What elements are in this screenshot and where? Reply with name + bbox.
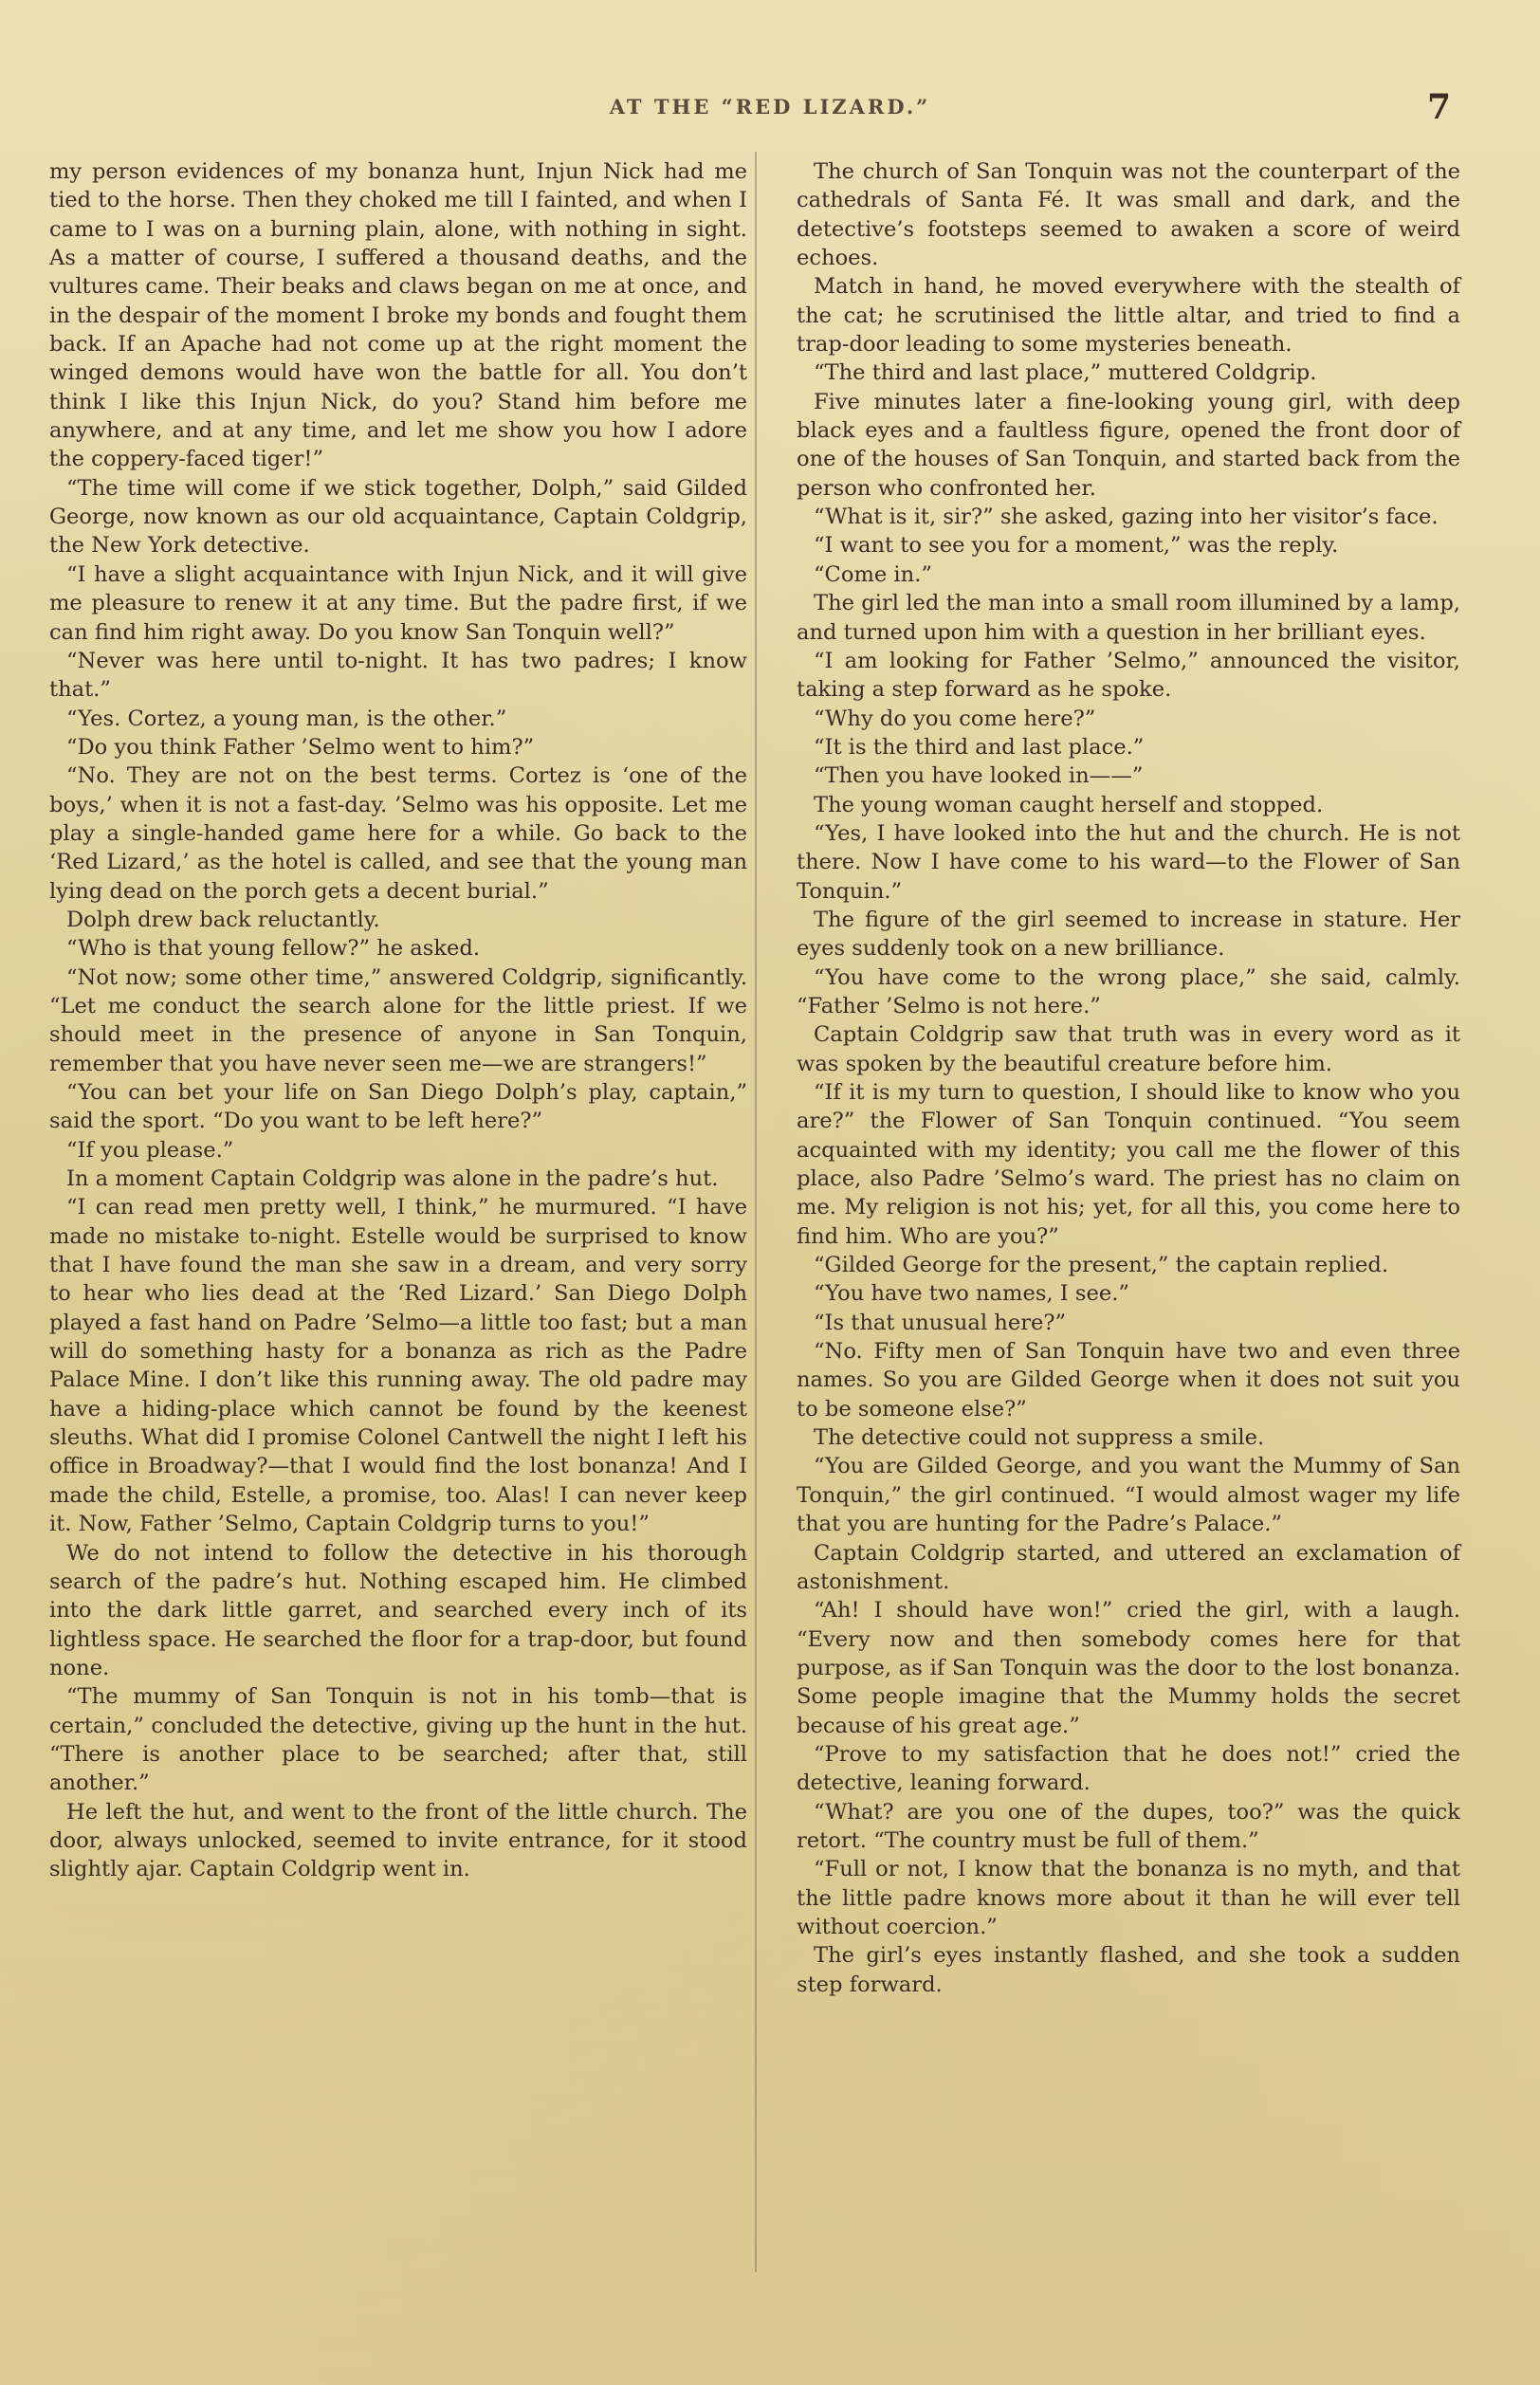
paragraph: “If it is my turn to question, I should like to know who you are?” the Flower of San Tonquin continued. “You seem acquainted with my identity; you call me the flower of this place, also Padre ’Selmo’s ward. The priest has no claim on me. My religion is not his; yet, for all this, you come here to find him. Who are you?” [797,1080,1460,1249]
paragraph: The figure of the girl seemed to increase in stature. Her eyes suddenly took on a new brilliance. [797,907,1460,962]
column-divider [755,152,757,2272]
paragraph: “The time will come if we stick together, Dolph,” said Gilded George, now known as our old acquaintance, Captain Coldgrip, the New York detective. [49,475,747,559]
paragraph: Captain Coldgrip saw that truth was in every word as it was spoken by the beautiful creature before him. [797,1022,1460,1076]
paragraph: “The third and last place,” muttered Coldgrip. [814,360,1317,386]
paragraph: “I have a slight acquaintance with Injun Nick, and it will give me pleasure to renew it at any time. But the padre first, if we can find him right away. Do you know San Tonquin well?” [49,561,747,645]
page-number: 7 [1426,87,1451,127]
paragraph: my person evidences of my bonanza hunt, Injun Nick had me tied to the horse. Then they choked me till I fainted, and when I came to I was on a burning plain, alone, with nothing in sight. As a matter of course, I suffered a thousand deaths, and the vultures came. Their beaks and claws began on me at once, and in the despair of the moment I broke my bonds and fought them back. If an Apache had not come up at the right moment the winged demons would have won the battle for all. You don’t think I like this Injun Nick, do you? Stand him before me anywhere, and at any time, and let me show you how I adore the coppery-faced tiger!” [49,159,748,472]
paragraph: “No. They are not on the best terms. Cortez is ‘one of the boys,’ when it is not a fast-day. ’Selmo was his opposite. Let me play a single-handed game here for a while. Go back to the ‘Red Lizard,’ as the hotel is called, and see that the young man lying dead on the porch gets a decent burial.” [49,763,747,904]
left-column [49,157,747,1884]
paragraph: We do not intend to follow the detective in his thorough search of the padre’s hut. Nothing escaped him. He climbed into the dark little garret, and searched every inch of its lightless space. He searched the floor for a trap-door, but found none. [49,1540,747,1680]
paragraph: “Prove to my satisfaction that he does not!” cried the detective, leaning forward. [797,1741,1460,1796]
paragraph: The young woman caught herself and stopped. [814,792,1324,817]
paragraph: “You have two names, I see.” [814,1281,1129,1307]
paragraph: Captain Coldgrip started, and uttered an exclamation of astonishment. [797,1540,1460,1594]
paragraph: “Why do you come here?” [814,706,1096,731]
paragraph: The church of San Tonquin was not the counterpart of the cathedrals of Santa Fé. It was small and dark, and the detective’s footsteps seemed to awaken a score of weird echoes. [797,159,1460,271]
paragraph: “Yes, I have looked into the hut and the church. He is not there. Now I have come to his ward—to the Flower of San Tonquin.” [797,820,1460,904]
paragraph: “Full or not, I know that the bonanza is no myth, and that the little padre knows more about it than he will ever tell without coercion.” [797,1857,1460,1939]
paragraph: He left the hut, and went to the front of the little church. The door, always unlocked, seemed to invite entrance, for it stood slightly ajar. Captain Coldgrip went in. [49,1799,747,1882]
paragraph: “What? are you one of the dupes, too?” was the quick retort. “The country must be full of them.” [797,1799,1460,1853]
paragraph: “You can bet your life on San Diego Dolph’s play, captain,” said the sport. “Do you want to be left here?” [49,1080,747,1134]
paragraph: “Gilded George for the present,” the captain replied. [814,1253,1389,1278]
paragraph: “No. Fifty men of San Tonquin have two and even three names. So you are Gilded George when it does not suit you to be someone else?” [797,1339,1460,1422]
running-title: AT THE “RED LIZARD.” [609,95,931,119]
paragraph: “You have come to the wrong place,” she said, calmly. “Father ’Selmo is not here.” [797,964,1460,1018]
paragraph: “Never was here until to-night. It has two padres; I know that.” [49,648,747,703]
paragraph: “Come in.” [814,561,932,587]
page-header [0,87,1540,135]
paragraph: “You are Gilded George, and you want the Mummy of San Tonquin,” the girl continued. “I would almost wager my life that you are hunting for the Padre’s Palace.” [797,1454,1460,1537]
paragraph: Match in hand, he moved everywhere with the stealth of the cat; he scrutinised the little altar, and tried to find a trap-door leading to some mysteries beneath. [797,274,1460,358]
paragraph: “I want to see you for a moment,” was the reply. [814,533,1339,559]
paragraph: “Is that unusual here?” [814,1310,1067,1335]
paragraph: “Not now; some other time,” answered Coldgrip, significantly. “Let me conduct the search alone for the little priest. If we should meet in the presence of anyone in San Tonquin, remember that you have never seen me—we are strangers!” [49,964,747,1076]
paragraph: “Then you have looked in——” [814,763,1144,789]
right-column [797,157,1460,1999]
paragraph: “I am looking for Father ’Selmo,” announced the visitor, taking a step forward as he spoke. [797,648,1460,703]
paragraph: “Who is that young fellow?” he asked. [66,936,481,962]
paragraph: “If you please.” [66,1137,234,1163]
paragraph: “Ah! I should have won!” cried the girl, with a laugh. “Every now and then somebody comes here for that purpose, as if San Tonquin was the door to the lost bonanza. Some people imagine that the Mummy holds the secret because of his great age.” [797,1598,1460,1738]
paragraph: The detective could not suppress a smile. [814,1425,1265,1451]
paragraph: “The mummy of San Tonquin is not in his tomb—that is certain,” concluded the detective, giving up the hunt in the hut. “There is another place to be searched; after that, still another.” [49,1684,747,1796]
paragraph: Five minutes later a fine-looking young girl, with deep black eyes and a faultless figure, opened the front door of one of the houses of San Tonquin, and started back from the person who confronted her. [797,389,1460,501]
paragraph: “What is it, sir?” she asked, gazing into her visitor’s face. [814,505,1439,530]
paragraph: The girl’s eyes instantly flashed, and she took a sudden step forward. [797,1943,1460,1997]
paragraph: “It is the third and last place.” [814,734,1145,760]
paragraph: “Do you think Father ’Selmo went to him?” [66,734,535,760]
paragraph: “Yes. Cortez, a young man, is the other.” [66,706,507,731]
paragraph: “I can read men pretty well, I think,” he murmured. “I have made no mistake to-night. Estelle would be surprised to know that I have found the man she saw in a dream, and very sorry to hear who lies dead at the ‘Red Lizard.’ San Diego Dolph played a fast hand on Padre ’Selmo—a little too fast; but a man will do something hasty for a bonanza as rich as the Padre Palace Mine. I don’t like this running away. The old padre may have a hiding-place which cannot be found by the keenest sleuths. What did I promise Colonel Cantwell the night I left his office in Broadway?—that I would find the lost bonanza! And I made the child, Estelle, a promise, too. Alas! I can never keep it. Now, Father ’Selmo, Captain Coldgrip turns to you!” [49,1195,747,1537]
paragraph: Dolph drew back reluctantly. [66,907,380,932]
paragraph: The girl led the man into a small room illumined by a lamp, and turned upon him with a question in her brilliant eyes. [797,591,1460,645]
paragraph: In a moment Captain Coldgrip was alone in the padre’s hut. [66,1166,719,1192]
